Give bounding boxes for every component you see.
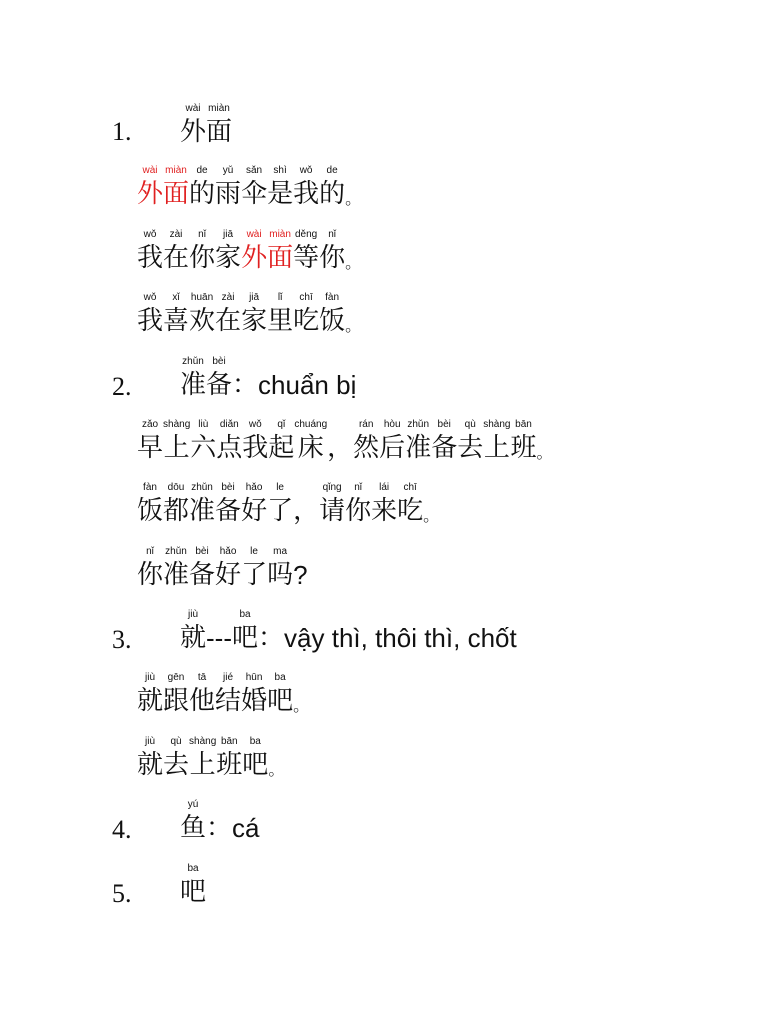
ruby-char [293,292,319,336]
ruby-char [216,419,242,463]
section-number-1: 1. [112,117,132,146]
hanzi: 准 [163,560,190,590]
hanzi: 班 [216,750,243,780]
hanzi: 吃 [397,496,424,526]
sentence-1b [137,229,361,273]
hanzi: 好 [215,560,242,590]
pinyin: miàn [269,229,291,240]
pinyin: ma [273,546,288,557]
ruby-char [190,419,216,463]
hanzi: 我 [242,433,269,463]
ruby-char [241,165,267,209]
hanzi: 外 [241,243,268,273]
pinyin: tā [197,672,207,683]
ruby-char [137,229,163,273]
hanzi: 准 [189,496,216,526]
pinyin: sǎn [246,165,263,176]
period: 。 [345,316,362,335]
ruby-char [268,419,294,463]
hanzi: 家 [215,243,242,273]
ruby-char [242,419,268,463]
ruby-char [137,482,163,526]
hanzi: 床 [297,433,324,463]
ruby-char [163,165,189,209]
pinyin: bān [220,736,238,747]
meaning-text: cá [232,813,260,843]
sentence-2c [137,546,308,590]
hanzi: 饭 [319,306,346,336]
pinyin: lǐ [277,292,283,303]
section-heading-5 [180,863,206,907]
period: 。 [536,443,553,462]
hanzi: 等 [293,243,320,273]
pinyin: jiā [223,229,234,240]
hanzi: 家 [241,306,268,336]
pinyin: le [276,482,284,493]
pinyin: ba [274,672,286,683]
pinyin: de [196,165,208,176]
sentence-1a [137,165,361,209]
ruby-char [405,419,431,463]
pinyin: nǐ [354,482,363,493]
ruby-char [319,165,345,209]
pinyin: nǐ [146,546,154,557]
comma: ， [327,433,354,463]
ruby-char [371,482,397,526]
ruby-char [137,546,163,590]
pinyin: rán [358,419,374,430]
hanzi: 在 [215,306,242,336]
hanzi: 请 [319,496,346,526]
pinyin: bèi [195,546,209,557]
ruby-char [163,736,189,780]
pinyin: yǔ [222,165,234,176]
section-number-3: 3. [112,625,132,654]
ruby-char [215,482,241,526]
ruby-char [163,229,189,273]
ruby-char [267,292,293,336]
pinyin: shì [273,165,287,176]
heading-char: ba 吧 [180,863,207,907]
pinyin: zǎo [141,419,159,430]
ruby-char [241,672,267,716]
pinyin: wǒ [143,229,157,240]
section-heading-1 [180,103,232,147]
hanzi: 是 [267,179,294,209]
ruby-char [215,165,241,209]
colon: ： [232,370,259,400]
ruby-char [319,292,345,336]
sentence-2b [137,482,439,526]
ruby-char [216,736,242,780]
pinyin: wài [142,165,158,176]
pinyin: shàng [163,419,191,430]
hanzi: 喜 [163,306,190,336]
ruby-char [242,736,268,780]
pinyin: xǐ [172,292,180,303]
ruby-char [137,736,163,780]
ruby-char [189,482,215,526]
ruby-char [189,165,215,209]
period: 。 [423,506,440,525]
pinyin: hǎo [245,482,263,493]
ruby-char [483,419,510,463]
ruby-char [379,419,405,463]
pinyin: shàng [483,419,511,430]
ruby-char [397,482,423,526]
hanzi: 上 [163,433,190,463]
hanzi: 然 [353,433,380,463]
hanzi: 外 [137,179,164,209]
pinyin: zhǔn [407,419,430,430]
hanzi: 去 [163,750,190,780]
ruby-char [137,419,163,463]
hanzi: 你 [345,496,372,526]
section-number-4: 4. [112,815,132,844]
pinyin: de [326,165,338,176]
ruby-char [189,229,215,273]
hanzi: 你 [319,243,346,273]
hanzi: 了 [241,560,268,590]
pinyin: qù [170,736,182,747]
hanzi: 欢 [189,306,216,336]
pinyin: fàn [325,292,340,303]
section-number-2: 2. [112,372,132,401]
pinyin: fàn [143,482,157,493]
pinyin: ba [249,736,261,747]
pinyin: huān [190,292,214,303]
pinyin: bèi [221,482,235,493]
hanzi: 准 [405,433,432,463]
ruby-char [431,419,457,463]
pinyin: jiā [249,292,260,303]
ruby-char [319,482,345,526]
pinyin: le [250,546,258,557]
ruby-char [163,482,189,526]
section-number-5: 5. [112,879,132,908]
ruby-char [215,672,241,716]
ruby-char [189,736,216,780]
pinyin: wǒ [143,292,157,303]
hanzi: 好 [241,496,268,526]
ruby-char [189,546,215,590]
pinyin: zài [169,229,183,240]
hanzi: 六 [190,433,217,463]
hanzi: 伞 [241,179,268,209]
hanzi: 早 [137,433,164,463]
pinyin: děng [294,229,318,240]
heading-char: miàn 面 [206,103,233,147]
sentence-2a [137,419,553,463]
colon: ： [206,813,233,843]
heading-char: bèi 备 [206,356,233,400]
hanzi: 他 [189,686,216,716]
ruby-char [457,419,483,463]
hanzi: 吃 [293,306,320,336]
ruby-char [215,546,241,590]
hanzi: 备 [189,560,216,590]
ruby-char [294,419,327,463]
hanzi: 面 [267,243,294,273]
period: 。 [345,189,362,208]
pinyin: jiù [145,736,156,747]
hanzi: 面 [163,179,190,209]
ruby-char [189,672,215,716]
ruby-char [241,546,267,590]
pinyin: gēn [167,672,185,683]
pinyin: bèi [437,419,451,430]
hanzi: 班 [510,433,537,463]
ruby-char [163,292,189,336]
hanzi: 了 [267,496,294,526]
sentence-3b [137,736,284,780]
period: 。 [345,253,362,272]
pinyin: lái [379,482,390,493]
hanzi: 来 [371,496,398,526]
heading-dashes: --- [206,623,232,653]
hanzi: 吧 [267,686,294,716]
ruby-char [345,482,371,526]
ruby-char [267,229,293,273]
ruby-char [241,229,267,273]
hanzi: 起 [268,433,295,463]
section-heading-2 [180,356,356,400]
meaning-text: chuẩn bị [258,370,357,400]
hanzi: 我 [293,179,320,209]
ruby-char [137,165,163,209]
ruby-char [267,546,293,590]
ruby-char [353,419,379,463]
hanzi: 都 [163,496,190,526]
hanzi: 就 [137,750,164,780]
section-heading-4 [180,799,260,843]
hanzi: 的 [319,179,346,209]
pinyin: miàn [165,165,187,176]
heading-char: wài 外 [180,103,207,147]
pinyin: zhǔn [191,482,213,493]
ruby-char [163,546,189,590]
pinyin: qǐng [322,482,342,493]
pinyin: chī [403,482,417,493]
pinyin: wǒ [248,419,262,430]
ruby-char [267,672,293,716]
hanzi: 结 [215,686,242,716]
pinyin: hūn [245,672,263,683]
pinyin: zhǔn [165,546,187,557]
ruby-char [215,292,241,336]
ruby-char [137,672,163,716]
period: 。 [268,760,285,779]
ruby-char [293,229,319,273]
pinyin: diǎn [219,419,239,430]
hanzi: 你 [137,560,164,590]
pinyin: shàng [189,736,217,747]
ruby-char [241,482,267,526]
pinyin: zài [221,292,235,303]
comma: ， [293,496,320,526]
hanzi: 雨 [215,179,242,209]
ruby-char [510,419,536,463]
hanzi: 上 [189,750,216,780]
pinyin: qǐ [277,419,286,430]
hanzi: 婚 [241,686,268,716]
pinyin: hǎo [219,546,237,557]
pinyin: liù [198,419,209,430]
hanzi: 的 [189,179,216,209]
ruby-char [163,672,189,716]
ruby-char [241,292,267,336]
hanzi: 饭 [137,496,164,526]
hanzi: 里 [267,306,294,336]
hanzi: 备 [431,433,458,463]
ruby-char [137,292,163,336]
heading-char: zhǔn 准 [180,356,207,400]
period: 。 [293,696,310,715]
meaning-text: vậy thì, thôi thì, chốt [284,623,517,653]
ruby-char [267,165,293,209]
ruby-char [163,419,190,463]
pinyin: bān [515,419,532,430]
hanzi: 在 [163,243,190,273]
hanzi: 跟 [163,686,190,716]
hanzi: 后 [379,433,406,463]
pinyin: nǐ [198,229,206,240]
hanzi: 备 [215,496,242,526]
hanzi: 就 [137,686,164,716]
ruby-char [293,165,319,209]
pinyin: jié [223,672,234,683]
ruby-char [215,229,241,273]
sentence-1c [137,292,361,336]
pinyin: wài [246,229,262,240]
section-heading-3 [180,609,517,653]
pinyin: chuáng [294,419,328,430]
hanzi: 吧 [242,750,269,780]
pinyin: wǒ [299,165,313,176]
pinyin: hòu [383,419,401,430]
ruby-char [267,482,293,526]
ruby-char [319,229,345,273]
hanzi: 吗 [267,560,294,590]
heading-char: yú 鱼 [180,799,207,843]
pinyin: nǐ [328,229,337,240]
pinyin: qù [464,419,476,430]
pinyin: dōu [167,482,185,493]
hanzi: 去 [457,433,484,463]
colon: ： [258,623,285,653]
hanzi: 我 [137,306,164,336]
sentence-3a [137,672,309,716]
heading-char: jiù 就 [180,609,207,653]
pinyin: chī [299,292,313,303]
hanzi: 我 [137,243,164,273]
pinyin: jiù [145,672,156,683]
heading-char: ba 吧 [232,609,259,653]
hanzi: 点 [216,433,243,463]
hanzi: 上 [483,433,510,463]
hanzi: 你 [189,243,216,273]
question-mark: ? [293,560,308,590]
ruby-char [189,292,215,336]
